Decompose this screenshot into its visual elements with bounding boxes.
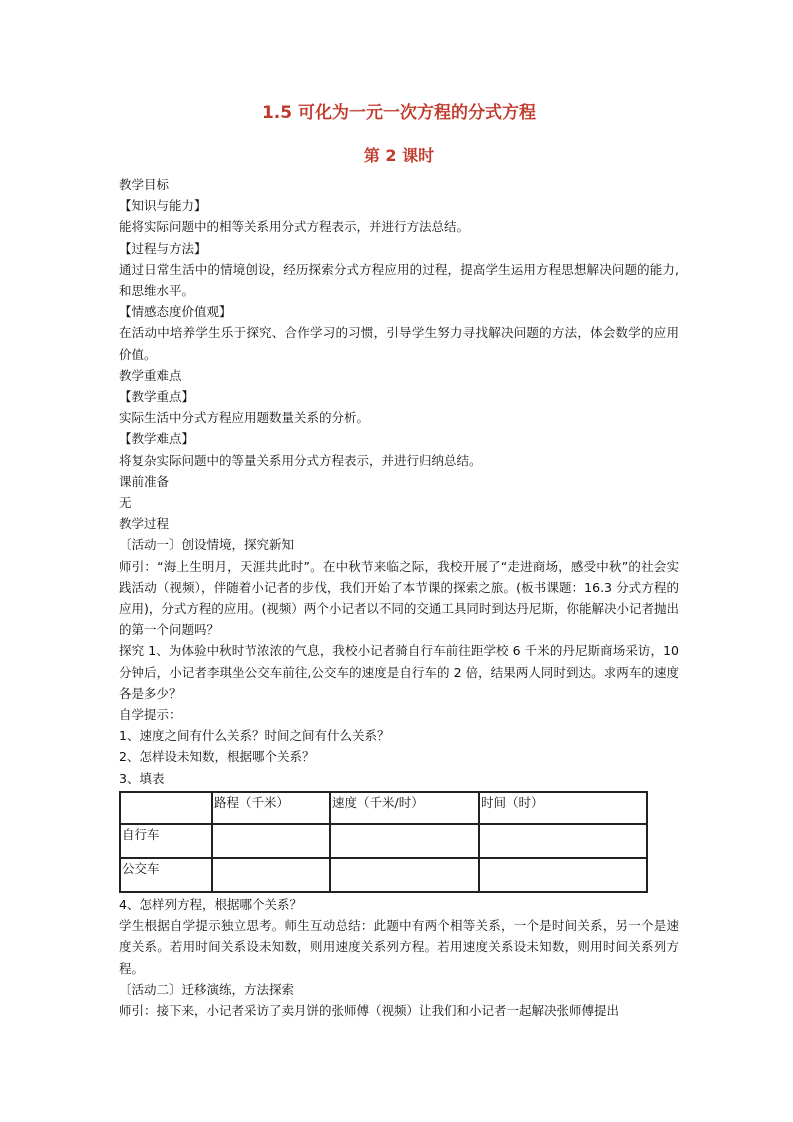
preparation-text: 无: [119, 495, 132, 511]
difficult-point-text: 将复杂实际问题中的等量关系用分式方程表示，并进行归纳总结。: [119, 452, 482, 468]
summary-text: 学生根据自学提示独立思考。师生互动总结：此题中有两个相等关系，一个是时间关系，另一个是速度关系。若用时间关系设未知数，则用速度关系列方程。若用速度关系设未知数，则用时间关系列方程。: [119, 918, 679, 976]
table-cell: [479, 824, 647, 858]
table-header-cell: 速度（千米/时）: [330, 792, 479, 824]
activity-2-text: 师引：接下来，小记者采访了卖月饼的张师傅（视频）让我们和小记者一起解决张师傅提出: [119, 1002, 620, 1018]
document-page: [119, 100, 679, 1021]
section-heading-key-points: 教学重难点: [119, 367, 182, 383]
table-row: [120, 858, 647, 892]
subheading-difficult-point: 【教学难点】: [119, 431, 195, 447]
table-cell: 自行车: [120, 824, 212, 858]
subheading-knowledge: 【知识与能力】: [119, 198, 207, 214]
table-cell: [212, 824, 330, 858]
table-header-row: [120, 792, 647, 824]
section-heading-process: 教学过程: [119, 516, 170, 532]
table-cell: 公交车: [120, 858, 212, 892]
page-title: 1.5 可化为一元一次方程的分式方程: [261, 103, 537, 123]
table-header-cell: [120, 792, 212, 824]
table-header-cell: 时间（时）: [479, 792, 647, 824]
process-method-text: 通过日常生活中的情境创设，经历探索分式方程应用的过程，提高学生运用方程思想解决问题的能力,和思维水平。: [119, 261, 679, 299]
table-cell: [330, 858, 479, 892]
activity-1-heading: 〔活动一〕创设情境，探究新知: [119, 537, 295, 553]
hint-4: 4、怎样列方程，根据哪个关系？: [119, 896, 302, 912]
section-heading-goals: 教学目标: [119, 177, 170, 192]
knowledge-text: 能将实际问题中的相等关系用分式方程表示，并进行方法总结。: [119, 219, 470, 235]
activity-1-text: 师引：“海上生明月，天涯共此时”。在中秋节来临之际，我校开展了“走进商场，感受中秋”的社会实践活动（视频），伴随着小记者的步伐，我们开始了本节课的探索之旅。(板书课题：16.3 分式方程的应用)，分式方程的应用。(视频）两个小记者以不同的交通工具同时到达丹尼斯，你能解决小记者抛出的第一个问题吗？: [119, 558, 679, 638]
table-header-cell: 路程（千米）: [212, 792, 330, 824]
table-row: [120, 824, 647, 858]
explore-1-text: 探究 1、为体验中秋时节浓浓的气息，我校小记者骑自行车前往距学校 6 千米的丹尼斯商场采访，10 分钟后，小记者李琪坐公交车前往,公交车的速度是自行车的 2 倍，结果两人同时到达。求两车的速度各是多少？: [119, 643, 679, 701]
subheading-emotion: 【情感态度价值观】: [119, 304, 232, 320]
activity-2-heading: 〔活动二〕迁移演练，方法探索: [119, 981, 295, 997]
subheading-process-method: 【过程与方法】: [119, 240, 207, 256]
hint-2: 2、怎样设未知数，根据哪个关系？: [119, 749, 315, 765]
table-cell: [330, 824, 479, 858]
fill-in-table: [119, 791, 648, 893]
key-point-text: 实际生活中分式方程应用题数量关系的分析。: [119, 410, 370, 426]
table-cell: [212, 858, 330, 892]
emotion-text: 在活动中培养学生乐于探究、合作学习的习惯，引导学生努力寻找解决问题的方法，体会数学的应用价值。: [119, 325, 679, 362]
hint-3: 3、填表: [119, 770, 165, 786]
hint-1: 1、速度之间有什么关系？时间之间有什么关系？: [119, 728, 390, 744]
page-subtitle: 第 2 课时: [363, 146, 435, 165]
hint-heading: 自学提示：: [119, 707, 182, 723]
subheading-key-point: 【教学重点】: [119, 389, 195, 405]
section-heading-preparation: 课前准备: [119, 473, 170, 489]
table-cell: [479, 858, 647, 892]
